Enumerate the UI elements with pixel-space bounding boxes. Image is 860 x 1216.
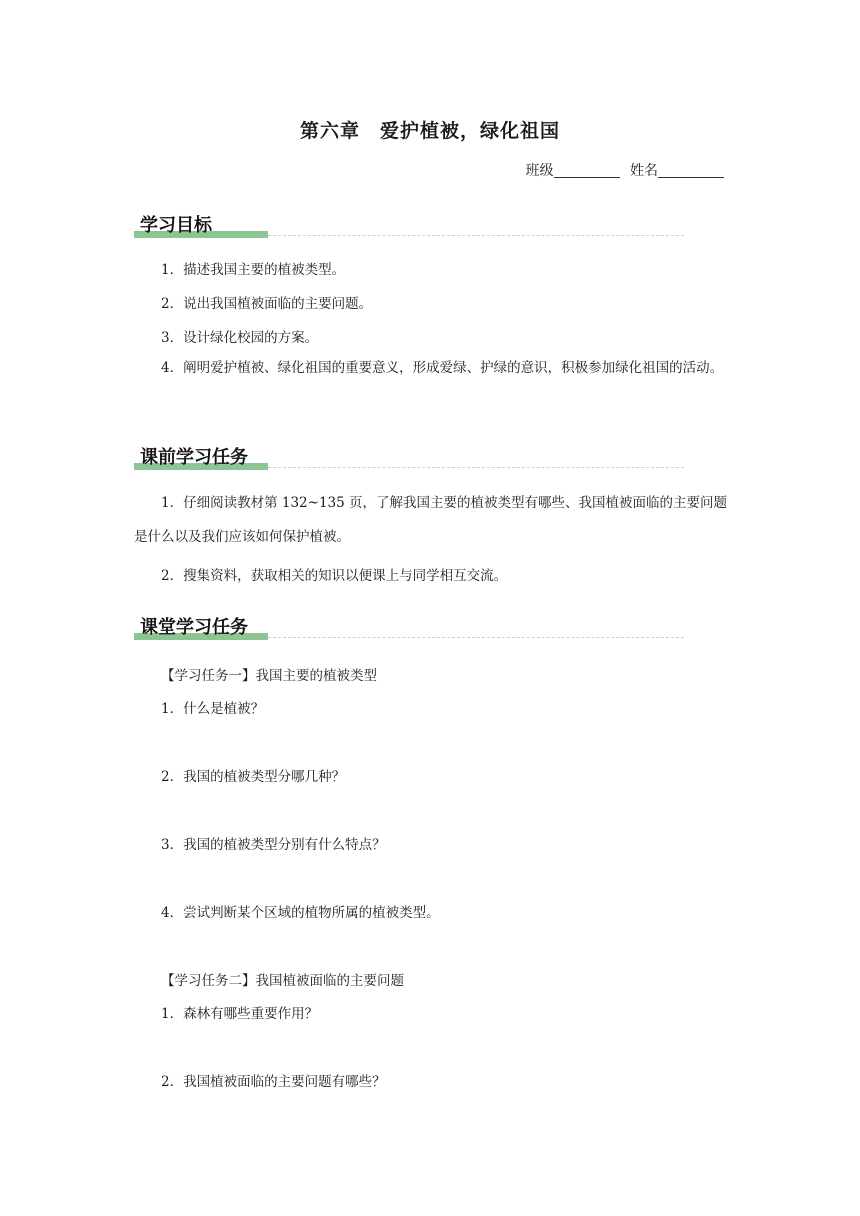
section-divider: [268, 637, 684, 638]
section-divider: [268, 235, 684, 236]
pre-class-item: 1．仔细阅读教材第 132~135 页，了解我国主要的植被类型有哪些、我国植被面临的主要问题是什么以及我们应该如何保护植被。: [134, 495, 728, 545]
objective-item: 1．描述我国主要的植被类型。: [161, 262, 346, 278]
section-title: 学习目标: [140, 215, 212, 236]
question-item: 1．什么是植被？: [161, 701, 265, 717]
question-item: 4．尝试判断某个区域的植物所属的植被类型。: [161, 905, 440, 921]
task-heading: 【学习任务一】我国主要的植被类型: [161, 668, 377, 684]
section-header-objectives: [134, 210, 684, 238]
section-header-in-class: [134, 612, 684, 640]
question-item: 2．我国植被面临的主要问题有哪些？: [161, 1074, 386, 1090]
class-label: 班级: [525, 163, 554, 179]
section-title: 课堂学习任务: [140, 617, 248, 638]
objective-item: 2．说出我国植被面临的主要问题。: [161, 296, 373, 312]
class-blank[interactable]: [554, 163, 620, 178]
page-title: 第六章 爱护植被，绿化祖国: [299, 120, 560, 142]
task-heading: 【学习任务二】我国植被面临的主要问题: [161, 973, 404, 989]
section-title: 课前学习任务: [140, 447, 248, 468]
section-divider: [268, 467, 684, 468]
section-header-pre-class: [134, 442, 684, 470]
question-item: 1．森林有哪些重要作用？: [161, 1006, 319, 1022]
question-item: 2．我国的植被类型分哪几种？: [161, 769, 346, 785]
class-name-line: [526, 160, 730, 180]
name-label: 姓名: [630, 163, 658, 179]
objective-item: 4．阐明爱护植被、绿化祖国的重要意义，形成爱绿、护绿的意识，积极参加绿化祖国的活动。: [161, 360, 724, 376]
pre-class-item: 2．搜集资料，获取相关的知识以便课上与同学相互交流。: [161, 568, 508, 584]
name-blank[interactable]: [658, 163, 724, 178]
objective-item: 3．设计绿化校园的方案。: [161, 330, 319, 346]
question-item: 3．我国的植被类型分别有什么特点？: [161, 837, 386, 853]
